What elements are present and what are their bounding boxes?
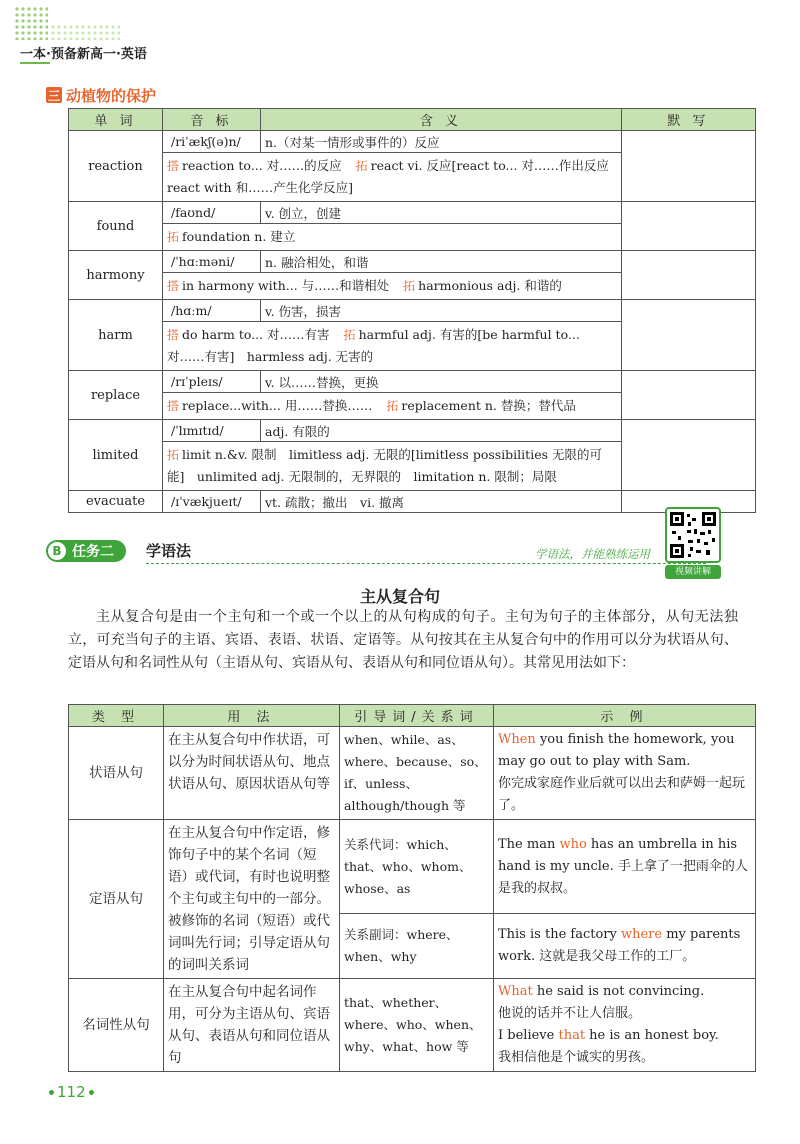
vocab-row [69,251,756,273]
grammar-header-row [69,705,756,727]
col-header-type: 类 型 [69,705,164,727]
qr-label: 视频讲解 [665,565,721,579]
vocab-phonetic: /riˈækʃ(ə)n/ [163,131,261,153]
vocab-phonetic: /ˈhɑːməni/ [163,251,261,273]
highlight-word: When [498,732,536,747]
vocab-word: reaction [69,131,163,202]
dictation-cell[interactable] [622,300,756,371]
vocab-row [69,491,756,513]
qr-code-icon[interactable] [665,507,721,563]
qr-code-graphic [670,512,716,558]
extension-tag: 拓 [386,399,399,413]
dictation-cell[interactable] [622,371,756,420]
example-text: has an umbrella in his hand is my uncle. 手上拿了一把雨伞的人是我的叔叔。 [498,836,748,896]
vocab-note [163,224,622,251]
page-number-text: 112 [57,1083,86,1101]
decorative-dots-small [50,24,120,40]
vocab-header-row [69,109,756,131]
note-text: reaction to... 对……的反应 [182,158,342,173]
vocab-note [163,393,622,420]
vocab-word: replace [69,371,163,420]
collocation-tag: 搭 [167,328,180,342]
extension-tag: 拓 [167,230,180,244]
dictation-cell[interactable] [622,202,756,251]
example-text: I believe [498,1028,559,1043]
note-text: do harm to... 对……有害 [182,327,330,342]
header-rule [20,62,50,64]
grammar-title: 主从复合句 [359,587,440,606]
clause-conj: 关系副词：where、when、why [340,914,494,979]
vocab-phonetic: /ɪˈvækjueɪt/ [163,491,261,513]
grammar-row-attributive [69,820,756,914]
clause-type: 状语从句 [69,727,164,820]
page-dot [89,1090,94,1095]
example-translation: 你完成家庭作业后就可以出去和萨姆一起玩了。 [498,776,746,813]
col-header-dictation: 默 写 [622,109,756,131]
vocab-word: evacuate [69,491,163,513]
note-text: harmful adj. 有害的[be harmful to... 对……有害] harmless adj. 无害的 [167,327,580,364]
task-dashed-line [146,563,706,564]
task-name: 学语法 [146,542,192,560]
vocab-word: found [69,202,163,251]
grammar-table [68,704,756,1072]
clause-example [494,979,756,1072]
vocab-row [69,300,756,322]
clause-type: 定语从句 [69,820,164,979]
col-header-conj: 引导词/关系词 [340,705,494,727]
extension-tag: 拓 [167,448,180,462]
task-label: 任务二 [72,544,114,560]
note-text: replace...with... 用……替换…… [182,398,373,413]
note-text: foundation n. 建立 [182,229,296,244]
vocab-note [163,442,622,491]
clause-conj: that、whether、where、who、when、why、what、how 等 [340,979,494,1072]
vocab-note [163,153,622,202]
collocation-tag: 搭 [167,279,180,293]
vocab-meaning: v. 伤害，损害 [261,300,622,322]
example-text: This is the factory [498,927,621,943]
example-translation: 他说的话并不让人信服。 [498,1006,642,1021]
note-text: limit n.&v. 限制 limitless adj. 无限的[limitless possibilities 无限的可能] unlimited adj. 无限制的，无界限的 limitation n. 限制；局限 [167,447,602,484]
extension-tag: 拓 [355,159,368,173]
example-text: you finish the homework, you may go out to play with Sam. [498,732,735,769]
vocab-table [68,108,756,513]
col-header-word: 单 词 [69,109,163,131]
vocab-row [69,371,756,393]
vocab-meaning: n. 融洽相处，和谐 [261,251,622,273]
task-pill [46,540,126,562]
clause-usage: 在主从复合句中起名词作用，可分为主语从句、宾语从句、表语从句和同位语从句 [164,979,340,1072]
page-dot [49,1090,54,1095]
highlight-word: What [498,984,533,999]
clause-type: 名词性从句 [69,979,164,1072]
highlight-word: who [559,836,587,852]
note-text: harmonious adj. 和谐的 [418,278,562,293]
section-title-text: 动植物的保护 [66,86,157,105]
vocab-meaning: n.（对某一情形或事件的）反应 [261,131,622,153]
task-badge: B [48,542,66,560]
example-translation: 我相信他是个诚实的男孩。 [498,1050,655,1065]
vocab-phonetic: /ˈlɪmɪtɪd/ [163,420,261,442]
vocab-row [69,202,756,224]
grammar-row-adverbial [69,727,756,820]
vocab-note [163,273,622,300]
vocab-meaning: adj. 有限的 [261,420,622,442]
collocation-tag: 搭 [167,399,180,413]
highlight-word: that [558,1028,586,1043]
extension-tag: 拓 [403,279,416,293]
vocab-phonetic: /hɑːm/ [163,300,261,322]
dictation-cell[interactable] [622,420,756,491]
page-number [46,1083,97,1101]
vocab-row [69,131,756,153]
vocab-phonetic: /rɪˈpleɪs/ [163,371,261,393]
grammar-intro: 主从复合句是由一个主句和一个或一个以上的从句构成的句子。主句为句子的主体部分，从句无法独立，可充当句子的主语、宾语、表语、状语、定语等。从句按其在主从复合句中的作用可以分为状语从句、定语从句和名词性从句（主语从句、宾语从句、表语从句和同位语从句）。其常见用法如下： [68,609,738,671]
clause-example [494,820,756,914]
vocab-phonetic: /faʊnd/ [163,202,261,224]
note-text: react vi. 反应[react to... 对……作出反应 react with 和……产生化学反应] [167,158,622,195]
clause-conj: 关系代词：which、that、who、whom、whose、as [340,820,494,914]
vocab-row [69,420,756,442]
vocab-meaning: v. 以……替换，更换 [261,371,622,393]
vocab-meaning: vt. 疏散；撤出 vi. 撤离 [261,491,622,513]
dictation-cell[interactable] [622,251,756,300]
clause-example [494,914,756,979]
example-text: he said is not convincing. [532,984,705,999]
note-text: in harmony with... 与……和谐相处 [182,278,390,293]
vocab-word: harm [69,300,163,371]
note-text: replacement n. 替换；替代品 [401,398,576,413]
clause-usage: 在主从复合句中作状语，可以分为时间状语从句、地点状语从句、原因状语从句等 [164,727,340,820]
decorative-dots [14,6,48,40]
col-header-meaning: 含 义 [261,109,622,131]
col-header-example: 示 例 [494,705,756,727]
grammar-row-nominal [69,979,756,1072]
vocab-word: harmony [69,251,163,300]
highlight-word: where [620,927,663,943]
section-title [46,85,156,105]
example-text: The man [498,836,560,852]
clause-conj: when、while、as、where、because、so、if、unless、although/though 等 [340,727,494,820]
vocab-meaning: v. 创立，创建 [261,202,622,224]
vocab-word: limited [69,420,163,491]
dictation-cell[interactable] [622,131,756,202]
task-hint: 学语法，并能熟练运用 [535,547,650,561]
clause-usage: 在主从复合句中作定语，修饰句子中的某个名词（短语）或代词，有时也说明整个主句或主句中的一部分。被修饰的名词（短语）或代词叫先行词；引导定语从句的词叫关系词 [164,820,340,979]
clause-example [494,727,756,820]
book-title: 一本·预备新高一·英语 [20,47,147,62]
collocation-tag: 搭 [167,159,180,173]
vocab-note [163,322,622,371]
example-text: he is an honest boy. [585,1028,719,1043]
extension-tag: 拓 [343,328,356,342]
col-header-phonetic: 音 标 [163,109,261,131]
col-header-usage: 用 法 [164,705,340,727]
example-text: my parents work. 这就是我父母工作的工厂。 [498,927,741,965]
section-badge: 三 [47,88,60,103]
